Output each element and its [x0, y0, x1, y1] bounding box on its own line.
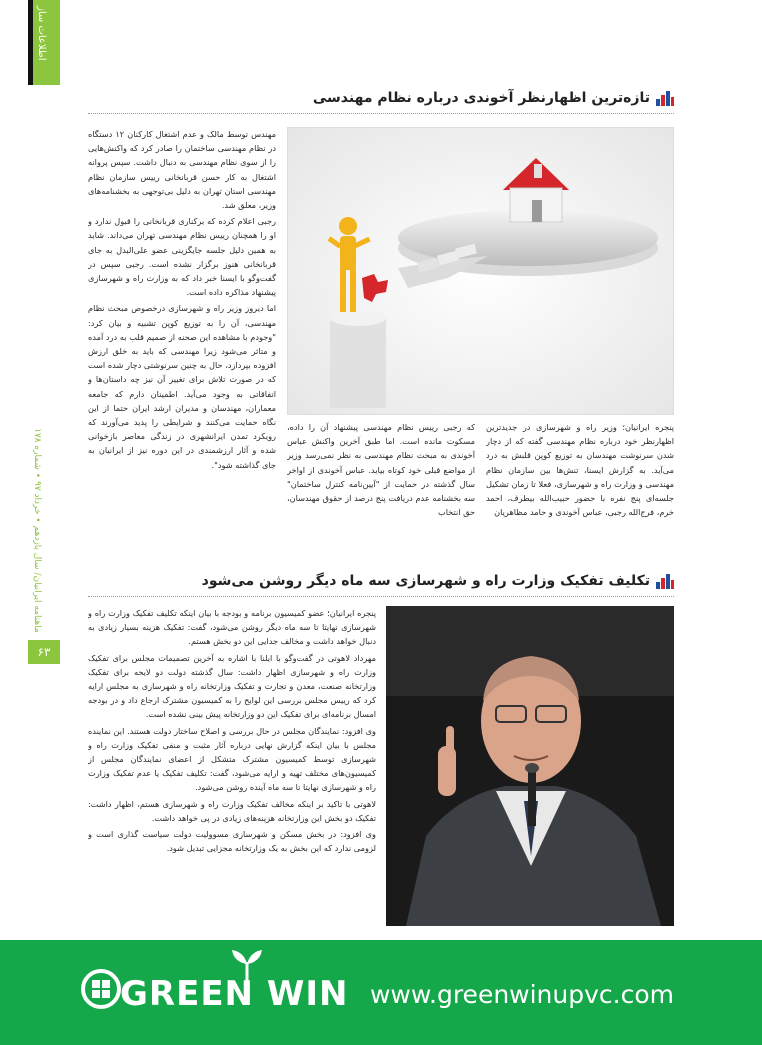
article1-illustration [287, 127, 674, 415]
article1-divider [88, 113, 674, 114]
article2-paragraph: پنجره ایرانیان؛ عضو کمیسیون برنامه و بودجه با بیان اینکه تکلیف تفکیک وزارت راه و شهرسازی نهایتا تا سه ماه دیگر روشن می‌شود، گفت: تفکیک هزینه بسیار زیادی به دنبال خواهد داشت و مخالف جدایی این دو بخش هستم. [88, 608, 376, 647]
section-tab-label: اطلاعات ساز [36, 6, 47, 61]
bar-chart-icon [656, 90, 674, 106]
page-number: ۶۳ [28, 640, 60, 664]
article2-paragraph: وی افزود: نمایندگان مجلس در حال بررسی و اصلاح ساختار دولت هستند. این نماینده مجلس با بیان اینکه گزارش نهایی درباره آثار مثبت و منفی تفکیک وزارت راه و شهرسازی توسط کمیسیون مشترک متشکل از اعضای نمایندگان مجلس از کمیسیون‌های مختلف تهیه و ارایه می‌شود، گفت: تکلیف تفکیک یا عدم تفکیک وزارت راه و شهرسازی نهایتا تا سه ماه آینده روشن می‌شود. [88, 725, 376, 793]
website-url: www.greenwinupvc.com [369, 980, 674, 1009]
article2-column [88, 606, 376, 926]
article1-column-right [486, 420, 674, 546]
brand-name: GREEN WIN [120, 974, 349, 1014]
tab-black-strip [28, 0, 33, 85]
article2-title: تکلیف تفکیک وزارت راه و شهرسازی سه ماه دیگر روشن می‌شود [201, 573, 650, 589]
article1-paragraph: رجبی اعلام کرده که برکناری قربانخانی را قبول ندارد و او را همچنان رییس نظام مهندسی تهران می‌داند. شاید به همین دلیل جلسه جایگزینی عضو علی‌البدل به جای قربانخانی هنوز برگزار نشده است. رجبی سپس در گفت‌وگو با ایسنا خبر داد که به وزارت راه و شهرسازی پیشنهاد مذاکره داده است. [88, 216, 276, 298]
article2-divider [88, 596, 674, 597]
article2-paragraph: لاهوتی با تاکید بر اینکه مخالف تفکیک وزارت راه و شهرسازی هستم، اظهار داشت: تفکیک دو بخش این وزارتخانه هزینه‌های زیادی در پی خواهد داشت. [88, 798, 376, 823]
article2-paragraph: وی افزود: در بخش مسکن و شهرسازی مسوولیت دولت سیاست گذاری است و لزومی ندارد که این بخش به یک وزارتخانه مجزایی تبدیل شود. [88, 829, 376, 854]
article2-portrait-photo [386, 606, 674, 926]
window-logo-icon [80, 968, 122, 1010]
article2-paragraph: مهرداد لاهوتی در گفت‌وگو با ایلنا با اشاره به آخرین تصمیمات مجلس برای تفکیک وزارت راه و شهرسازی اظهار داشت: سال گذشته دولت دو لایحه برای تفکیک وزارتخانه صنعت، معدن و تجارت و تفکیک وزارتخانه راه و شهرسازی به مجلس ارایه کرد که رییس مجلس بررسی این لوایح را به کمیسیون مشترک ارجاع داد و در بودجه امسال برنامه‌ای برای تفکیک این دو وزارتخانه پیش بینی نشده است. [88, 652, 376, 720]
article2-title-row [202, 573, 674, 589]
bar-chart-icon [656, 573, 674, 589]
article1-title: تازه‌ترین اظهارنظر آخوندی درباره نظام مهندسی [312, 90, 650, 106]
section-tab [28, 0, 60, 85]
article1-paragraph: مهندس توسط مالک و عدم اشتغال کارکنان ۱۲ دستگاه در نظام مهندسی ساختمان را صادر کرد که واکنش‌هایی را از سوی نظام مهندسی به دنبال داشت. سپس پروانه اشتغال به کار حسن قربانخانی رییس سازمان نظام مهندسی استان تهران به دلیل بی‌توجهی به بخشنامه‌های وزیر، معلق شد. [88, 129, 276, 211]
article1-title-row [313, 90, 674, 106]
article1-paragraph: پنجره ایرانیان؛ وزیر راه و شهرسازی در جدیدترین اظهارنظر خود درباره نظام مهندسی گفته که از دچار شدن سرنوشت مهندسان به توزیع کوپن قلبش به درد می‌آید. به گزارش ایسنا، تنش‌ها بین سازمان نظام مهندسی و وزارت راه و شهرسازی، فعلا تا زمان تشکیل جلسه‌ای پنج نفره با حضور حبیب‌الله بیطرف، احمد خرم، فرج‌الله رجبی، عباس آخوندی و حامد مظاهریان [486, 422, 674, 518]
issue-line: ماهنامه ایرانیان/ سال یازدهم • خرداد ۹۷ • شماره ۱۷۸ [32, 428, 42, 633]
article1-paragraph: اما دیروز وزیر راه و شهرسازی درخصوص مبحث نظام مهندسی، آن را به توزیع کوپن تشبیه و بیان کرد: "وجودم با مشاهده این صحنه از صمیم قلب به درد آمده و متاثر می‌شود زیرا مهندسی که باید به خلق ارزش افزوده بپردازد، حال به چنین سرنوشتی دچار شده است که در صورت تلاش برای تغییر آن نیز چه داستان‌ها و اتفاقاتی به وجود می‌آید. اطمینان دارم که جامعه معماران، مهندسان و مدیران ارشد ایران حتما از این نگاه حمایت می‌کنند و شرایطی را پدید می‌آورند که رویکرد تمدن ایرانشهری در زندگی معاصر بازخوانی شده و آثار ارزشمندی در این دوره نیز از ایرانیان به جای گذاشته شود". [88, 303, 276, 470]
article1-paragraph: که رجبی رییس نظام مهندسی پیشنهاد آن را داده، مسکوت مانده است. اما طبق آخرین واکنش عباس آخوندی به مبحث نظام مهندسی به نظر نمی‌رسد وزیر از مواضع قبلی خود کوتاه بیاید. عباس آخوندی از اواخر سال گذشته در حمایت از "آیین‌نامه کنترل ساختمان" سه بخشنامه عدم دریافت پنج درصد از حقوق مهندسان، حق انتخاب [287, 422, 475, 518]
article1-column-middle [287, 420, 475, 546]
article1-column-left [88, 127, 276, 547]
footer-advertisement [0, 940, 762, 1045]
